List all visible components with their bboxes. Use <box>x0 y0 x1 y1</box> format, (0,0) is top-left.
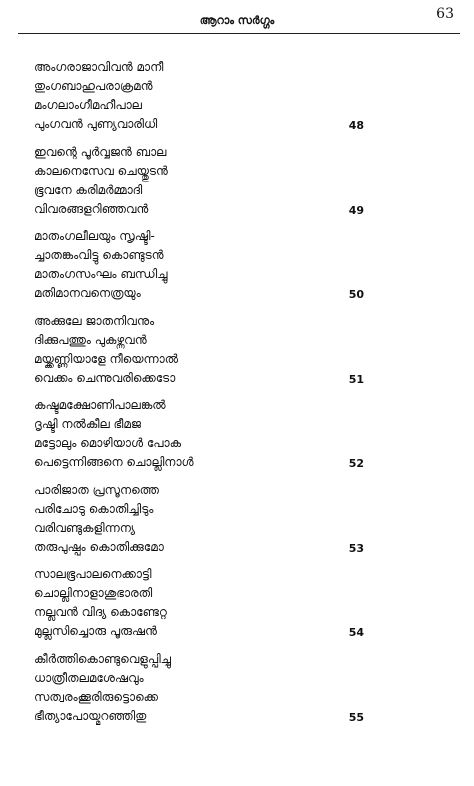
stanza-51 <box>34 312 364 397</box>
verse-line: മാതംഗലീലയും സൃഷ്ടി- <box>34 229 155 243</box>
verse-line: ഭീത്യാപോയ്മറഞ്ഞിതു <box>34 708 147 723</box>
verse-line: അംഗരാജാവിവൻ മാനീ <box>34 60 164 74</box>
verse-line: വെക്കം ചെന്നുവരിക്കെടോ <box>34 370 176 385</box>
verse-number: 48 <box>348 119 364 132</box>
stanza-53 <box>34 481 364 566</box>
verse-line: സാലഭൂപാലനെക്കാട്ടി <box>34 567 152 581</box>
stanza-49 <box>34 143 364 228</box>
verse-line: മുല്ലസിച്ചൊരു പൂരുഷൻ <box>34 624 157 638</box>
verse-line: തുംഗബാഹുപരാക്രമൻ <box>34 79 153 93</box>
verse-line: ച്ചാതങ്കംവിട്ടു കൊണ്ടുടൻ <box>34 248 164 262</box>
verse-number: 49 <box>348 203 364 217</box>
verse-line: പെട്ടെന്നിങ്ങനെ ചൊല്ലിനാൾ <box>34 455 194 469</box>
verse-line: നല്ലവൻ വിദ്യ കൊണ്ടേറ്റ <box>34 605 167 619</box>
page-number: 63 <box>436 6 454 22</box>
verse-number: 52 <box>348 457 364 470</box>
verse-line: തരുപുഷ്പം കൊതിക്കുമോ <box>34 539 164 554</box>
verse-line: മാതംഗസംഘം ബന്ധിച്ചു <box>34 267 168 281</box>
verse-line: ചൊല്ലിനാളാശുഭാരതി <box>34 586 153 600</box>
verse-line: ദിക്കുപത്തും പുകഴ്ന്നവൻ <box>34 332 147 347</box>
verse-line: പുംഗവൻ പുണ്യവാരിധി <box>34 117 158 131</box>
verse-line: ദൃഷ്ടി നൽകീല ഭീമജ <box>34 417 142 431</box>
verse-line: മട്ടോലും മൊഴിയാൾ പോക <box>34 436 182 450</box>
stanza-55 <box>34 650 364 735</box>
stanza-54 <box>34 565 364 650</box>
verse-number: 51 <box>348 372 364 386</box>
stanza-52 <box>34 396 364 481</box>
verse-line: പരിചോടു കൊതിച്ചിടും <box>34 501 154 516</box>
verse-list <box>34 58 364 734</box>
verse-number: 50 <box>348 288 364 301</box>
verse-line: പാരിജാത പ്രസൂനത്തെ <box>34 482 159 497</box>
running-header-title: ആറാം സർഗ്ഗം <box>199 14 275 27</box>
verse-number: 53 <box>348 541 364 555</box>
verse-line: ഭൂവനേ കരിമർമ്മാദി <box>34 182 143 197</box>
verse-line: സത്വരംക്കൂരിരുട്ടൊക്കെ <box>34 689 158 704</box>
verse-number: 54 <box>348 626 364 639</box>
header-rule <box>18 33 460 34</box>
verse-line: കീർത്തികൊണ്ടുവെളുപ്പിച്ചു <box>34 651 171 666</box>
verse-line: മയ്ക്കണ്ണിയാളേ നീയെന്നാൽ <box>34 351 179 366</box>
verse-number: 55 <box>348 710 364 724</box>
stanza-48 <box>34 58 364 143</box>
verse-line: കാലനെസേവ ചെയ്തുടൻ <box>34 163 168 178</box>
verse-line: വിവരങ്ങളറിഞ്ഞവൻ <box>34 201 149 216</box>
verse-line: കഷ്ടമക്ഷോണിപാലങ്കൽ <box>34 398 166 412</box>
verse-line: മതിമാനവനെത്രയും <box>34 286 141 300</box>
verse-line: വരിവണ്ടുകളിന്നന്യ <box>34 520 135 535</box>
verse-line: മംഗലാംഗീമഹീപാല <box>34 98 142 112</box>
verse-line: ഇവന്റെ പൂർവ്വജൻ ബാല <box>34 144 167 159</box>
verse-line: ധാത്രീതലമശേഷവും <box>34 670 144 685</box>
verse-line: അക്കുലേ ജാതനിവനും <box>34 313 155 328</box>
stanza-50 <box>34 227 364 312</box>
